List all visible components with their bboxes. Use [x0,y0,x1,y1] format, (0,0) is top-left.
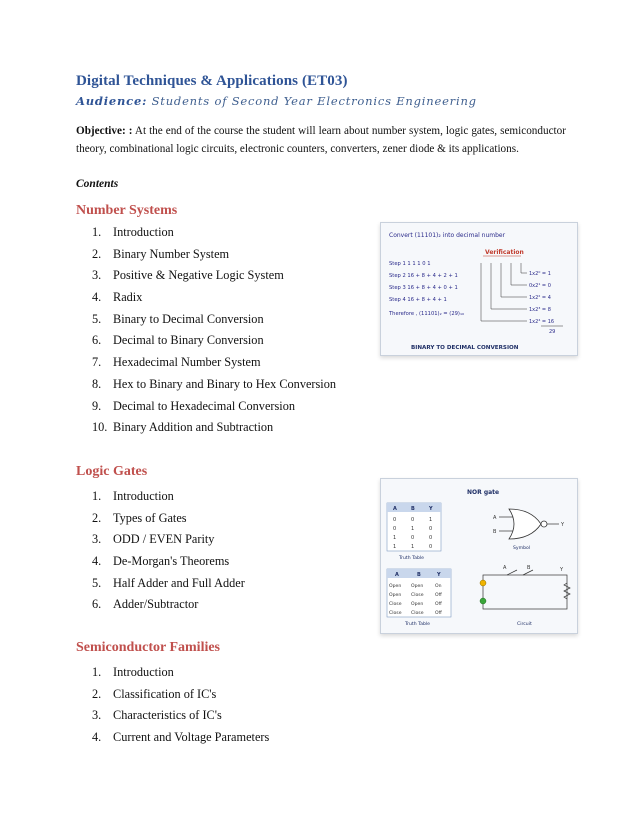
item-number: 1. [92,225,102,239]
connector-line [511,263,527,285]
t1-cell: 0 [429,544,433,550]
symbol-caption: Symbol [513,546,531,551]
item-label: Radix [113,290,143,305]
list-item [92,222,336,244]
t1-cell: 0 [429,535,433,541]
item-label: Positive & Negative Logic System [113,268,284,283]
fig-step1: Step 1 1 1 1 0 1 [389,261,431,267]
item-label: Introduction [113,489,174,503]
item-number: 1. [92,665,102,679]
t1-cell: 1 [411,526,415,532]
item-label: Current and Voltage Parameters [113,730,270,745]
number-systems-list [92,222,336,439]
circuit-switch-b: B [527,565,531,571]
t1-header-a: A [393,506,397,512]
connector-line [481,263,527,321]
item-number: 4. [92,290,102,305]
t1-cell: 1 [393,535,397,541]
t1-cell: 0 [393,526,397,532]
logic-gates-list [92,486,245,616]
semiconductor-families-list [92,662,269,749]
item-number: 4. [92,554,102,569]
item-number: 3. [92,268,102,283]
item-label: Binary Addition and Subtraction [113,420,274,435]
objective-label: Objective: : [76,125,133,137]
t1-caption: Truth Table [399,556,424,561]
t1-cell: 0 [429,526,433,532]
item-label: Hexadecimal Number System [113,355,261,370]
t2-cell: Off [435,593,442,598]
fig-therefore: Therefore , (11101)₂ = (29)₁₀ [389,311,465,317]
nor-gate-figure [380,478,578,634]
connector-line [491,263,527,309]
item-label: ODD / EVEN Parity [113,532,215,547]
item-number: 6. [92,597,102,612]
circuit-switch-a: A [503,565,507,571]
item-number: 5. [92,575,102,590]
t2-cell: Close [411,611,424,616]
item-label: Adder/Subtractor [113,597,199,612]
item-label: Decimal to Binary Conversion [113,333,264,348]
list-item [92,529,245,551]
item-label: Decimal to Hexadecimal Conversion [113,398,296,413]
list-item [92,551,245,573]
truth-table-binary [387,503,441,561]
battery-icon [480,598,486,604]
item-number: 10. [92,420,108,435]
fig-sum: 29 [549,329,556,335]
item-number: 3. [92,532,102,547]
item-label: De-Morgan's Theorems [113,554,230,569]
t1-header-b: B [411,506,415,512]
t2-cell: Off [435,611,442,616]
t1-cell: 0 [411,517,415,523]
gate-output-y: Y [561,522,565,528]
nor-title: NOR gate [467,489,500,496]
t1-cell: 0 [393,517,397,523]
item-number: 7. [92,355,102,370]
t2-cell: Open [389,584,402,589]
truth-table-switch [387,569,451,627]
list-item [92,727,269,749]
list-item [92,417,336,439]
connector-line [501,263,527,297]
list-item [92,594,245,616]
list-item [92,352,336,374]
t2-header-a: A [395,572,399,578]
t1-cell: 0 [411,535,415,541]
item-number: 8. [92,376,102,391]
item-number: 3. [92,708,102,723]
fig-top-line: Convert (11101)₂ into decimal number [389,232,506,239]
item-number: 1. [92,489,102,503]
t2-cell: Open [389,593,402,598]
list-item [92,486,245,508]
connector-line [521,263,527,273]
objective-paragraph [76,123,566,158]
fig-step4: Step 4 16 + 8 + 4 + 1 [389,297,447,303]
binary-to-decimal-diagram [381,223,577,355]
t2-cell: Open [411,602,424,607]
section-heading-number-systems: Number Systems [76,203,178,218]
item-label: Half Adder and Full Adder [113,575,245,590]
list-item [92,374,336,396]
objective-text: At the end of the course the student will learn about number system, logic gates, semiconductor theory, combinational logic circuits, electronic counters, converters, zener diode & its applications. [76,125,566,155]
item-number: 2. [92,686,102,701]
list-item [92,705,269,727]
item-label: Binary to Decimal Conversion [113,311,264,326]
item-number: 2. [92,510,102,525]
gate-input-a: A [493,515,497,521]
item-label: Introduction [113,665,174,679]
t2-cell: Close [389,611,402,616]
nor-gate-symbol [493,509,565,551]
fig-v5: 1x2⁴ = 16 [529,319,555,325]
t2-header-b: B [417,572,421,578]
audience-text: Students of Second Year Electronics Engineering [151,94,477,108]
fig-caption: BINARY TO DECIMAL CONVERSION [411,345,519,351]
list-item [92,684,269,706]
gate-input-b: B [493,529,497,535]
item-label: Types of Gates [113,510,187,525]
t2-cell: Close [411,593,424,598]
fig-v2: 0x2¹ = 0 [529,283,551,289]
t2-caption: Truth Table [405,622,430,627]
audience-label: Audience: [76,94,148,108]
fig-step2: Step 2 16 + 8 + 4 + 2 + 1 [389,273,458,279]
item-number: 6. [92,333,102,348]
fig-v3: 1x2² = 4 [529,295,551,301]
item-label: Characteristics of IC's [113,708,222,723]
fig-v4: 1x2³ = 8 [529,307,551,313]
item-number: 9. [92,398,102,413]
circuit-caption: Circuit [517,622,532,627]
t2-cell: On [435,584,442,589]
item-label: Classification of IC's [113,686,217,701]
list-item [92,573,245,595]
item-number: 2. [92,246,102,261]
item-number: 5. [92,311,102,326]
document-title: Digital Techniques & Applications (ET03) [76,73,348,89]
list-item [92,396,336,418]
fig-step3: Step 3 16 + 8 + 4 + 0 + 1 [389,285,458,291]
list-item [92,508,245,530]
list-item [92,662,269,684]
t1-header-y: Y [429,506,433,512]
nor-gate-diagram [381,479,577,633]
fig-v1: 1x2⁰ = 1 [529,271,551,277]
t2-header-y: Y [437,572,441,578]
item-label: Hex to Binary and Binary to Hex Conversion [113,376,337,391]
t1-cell: 1 [411,544,415,550]
nor-circuit [480,565,570,627]
contents-heading: Contents [76,178,119,190]
section-heading-logic-gates: Logic Gates [76,464,148,479]
t2-cell: Open [411,584,424,589]
audience-line [76,94,477,108]
t2-cell: Close [389,602,402,607]
list-item [92,265,336,287]
binary-to-decimal-figure [380,222,578,356]
fig-verification-label: Verification [485,249,524,256]
list-item [92,244,336,266]
t1-cell: 1 [393,544,397,550]
item-label: Binary Number System [113,246,230,261]
section-heading-semiconductor-families: Semiconductor Families [76,640,221,655]
item-label: Introduction [113,225,174,239]
item-number: 4. [92,730,102,745]
list-item [92,309,336,331]
list-item [92,330,336,352]
circuit-output-y: Y [560,567,564,573]
lamp-icon [480,580,486,586]
list-item [92,287,336,309]
t1-cell: 1 [429,517,433,523]
t2-cell: Off [435,602,442,607]
